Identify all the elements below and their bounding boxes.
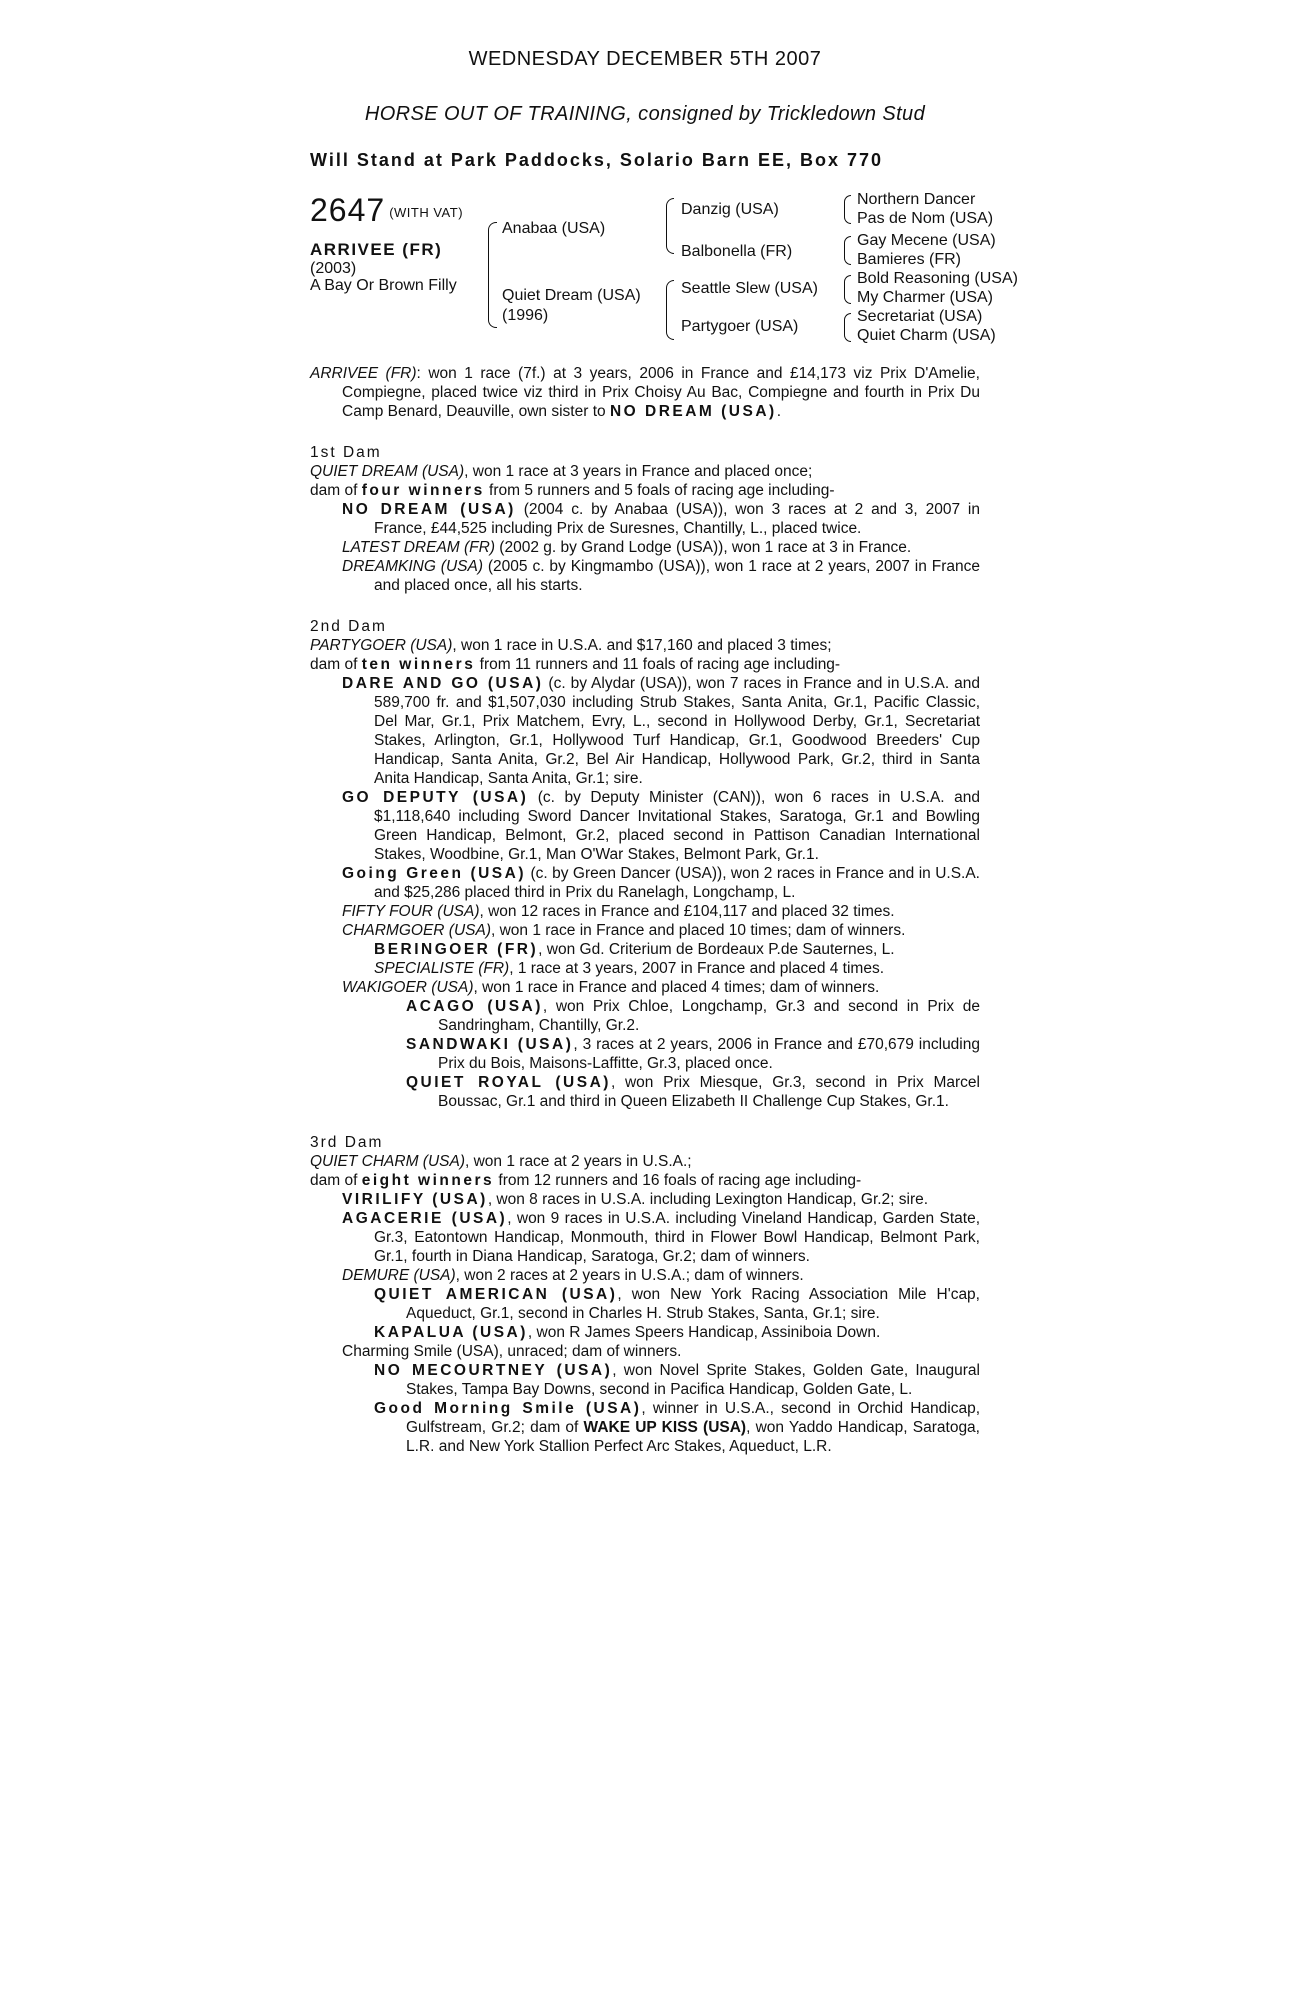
dam1-progeny-2: [310, 538, 980, 557]
dam2-p4-text: , won 12 races in France and £104,117 and placed 32 times.: [479, 903, 895, 920]
brace-6: [844, 275, 851, 304]
dam3-heading: 3rd Dam: [310, 1134, 384, 1151]
dam2-p4-name: FIFTY FOUR (USA): [342, 903, 480, 920]
dam2-p1-name: DARE AND GO (USA): [342, 675, 544, 692]
dam2-p6a-name: ACAGO (USA): [406, 998, 543, 1015]
dam2-progeny-2: [310, 788, 980, 864]
dam1-p3-name: DREAMKING (USA): [342, 558, 483, 575]
dam2-p6a-text: , won Prix Chloe, Longchamp, Gr.3 and second in Prix de Sandringham, Chantilly, Gr.2.: [438, 998, 980, 1034]
sale-date: WEDNESDAY DECEMBER 5TH 2007: [468, 48, 822, 70]
dam2-progeny-5: [310, 921, 980, 940]
dam2-p6-text: , won 1 race in France and placed 4 times; dam of winners.: [473, 979, 880, 996]
dam1-line1: [310, 462, 980, 481]
dam2-p5a-name: BERINGOER (FR): [374, 941, 539, 958]
pedigree-dam-sire: Seattle Slew (USA): [681, 280, 818, 297]
dam2-progeny-4: [310, 902, 980, 921]
pedigree-sds: Gay Mecene (USA): [857, 232, 996, 249]
dam3-p3a-name: QUIET AMERICAN (USA): [374, 1286, 618, 1303]
pedigree-dam-year: (1996): [502, 307, 549, 324]
dam3-p2-name: AGACERIE (USA): [342, 1210, 508, 1227]
dam3-line2a: dam of: [310, 1172, 362, 1189]
dam1-progeny-1: [310, 500, 980, 538]
dam2-progeny-6: [310, 978, 980, 997]
dam1-line2a: dam of: [310, 482, 362, 499]
dam2-heading: 2nd Dam: [310, 618, 387, 635]
horse-description: A Bay Or Brown Filly: [310, 277, 457, 294]
dam2-p5-name: CHARMGOER (USA): [342, 922, 491, 939]
pedigree-dsd: My Charmer (USA): [857, 289, 994, 306]
brace-3: [666, 280, 674, 340]
dam3-p1-text: , won 8 races in U.S.A. including Lexington Handicap, Gr.2; sire.: [487, 1191, 929, 1208]
dam2-p5b-name: SPECIALISTE (FR): [374, 960, 510, 977]
pedigree-ddd: Quiet Charm (USA): [857, 327, 996, 344]
pedigree-sdd: Bamieres (FR): [857, 251, 962, 268]
dam3-progeny-3b: [310, 1323, 980, 1342]
dam3-p4a-text: , won Novel Sprite Stakes, Golden Gate, Inaugural Stakes, Tampa Bay Downs, second in Pacifica Handicap, Golden Gate, L.: [406, 1362, 980, 1398]
pedigree-sire-dam: Balbonella (FR): [681, 243, 793, 260]
dam3-progeny-4: Charming Smile (USA), unraced; dam of winners.: [342, 1343, 682, 1360]
dam3-p3a-text: , won New York Racing Association Mile H'cap, Aqueduct, Gr.1, second in Charles H. Strub Stakes, Santa, Gr.1; sire.: [406, 1286, 980, 1322]
dam3-p3b-text: , won R James Speers Handicap, Assiniboia Down.: [527, 1324, 881, 1341]
brace-2: [666, 198, 674, 254]
dam2-progeny-1: [310, 674, 980, 788]
dam2-p6-name: WAKIGOER (USA): [342, 979, 474, 996]
intro-text: : won 1 race (7f.) at 3 years, 2006 in France and £14,173 viz Prix D'Amelie, Compiegne, placed twice viz third in Prix Choisy Au Bac, Compiegne and fourth in Prix Du Camp Benard, Deauville, own sister to: [342, 365, 980, 420]
dam3-progeny-1: [310, 1190, 980, 1209]
brace-7: [844, 313, 851, 342]
dam1-p2-text: (2002 g. by Grand Lodge (USA)), won 1 race at 3 in France.: [495, 539, 912, 556]
dam2-line2: [310, 655, 980, 674]
dam3-p1-name: VIRILIFY (USA): [342, 1191, 488, 1208]
dam3-line1-text: , won 1 race at 2 years in U.S.A.;: [465, 1153, 692, 1170]
dam3-progeny-3: [310, 1266, 980, 1285]
dam1-line2c: from 5 runners and 5 foals of racing age including-: [484, 482, 835, 499]
dam3-progeny-4b: [310, 1399, 980, 1456]
intro-paragraph: [310, 364, 980, 421]
pedigree-sss: Northern Dancer: [857, 191, 976, 208]
brace-5: [844, 236, 851, 265]
brace-1: [488, 222, 497, 328]
dam3-line2: [310, 1171, 980, 1190]
dam3-line1: [310, 1152, 980, 1171]
dam3-line2b: eight winners: [361, 1172, 495, 1189]
dam3-p4b-name: Good Morning Smile (USA): [374, 1400, 642, 1417]
dam2-p6b-name: SANDWAKI (USA): [406, 1036, 574, 1053]
dam3-p3b-name: KAPALUA (USA): [374, 1324, 528, 1341]
horse-year: (2003): [310, 260, 357, 277]
dam2-progeny-6a: [310, 997, 980, 1035]
dam2-progeny-5a: [310, 940, 980, 959]
lot-number: [310, 192, 463, 229]
dam2-progeny-6b: [310, 1035, 980, 1073]
dam1-p1-name: NO DREAM (USA): [342, 501, 516, 518]
dam3-line2c: from 12 runners and 16 foals of racing age including-: [494, 1172, 862, 1189]
dam2-p5-text: , won 1 race in France and placed 10 times; dam of winners.: [490, 922, 906, 939]
dam2-p6c-name: QUIET ROYAL (USA): [406, 1074, 611, 1091]
dam1-p3-text: (2005 c. by Kingmambo (USA)), won 1 race at 2 years, 2007 in France and placed once, all his starts.: [374, 558, 980, 594]
dam2-p3-name: Going Green (USA): [342, 865, 526, 882]
dam3-p4b-text: , winner in U.S.A., second in Orchid Handicap, Gulfstream, Gr.2; dam of: [406, 1400, 981, 1436]
catalogue-text: [310, 364, 980, 1456]
dam3-p3-text: , won 2 races at 2 years in U.S.A.; dam of winners.: [455, 1267, 804, 1284]
consignment-line: HORSE OUT OF TRAINING, consigned by Trickledown Stud: [364, 103, 926, 125]
dam2-p5a-text: , won Gd. Criterium de Bordeaux P.de Sauternes, L.: [538, 941, 895, 958]
dam2-line2c: from 11 runners and 11 foals of racing age including-: [475, 656, 841, 673]
dam2-progeny-3: [310, 864, 980, 902]
pedigree-dam-dam: Partygoer (USA): [681, 318, 799, 335]
dam2-progeny-6c: [310, 1073, 980, 1111]
pedigree-sire: Anabaa (USA): [502, 220, 606, 237]
dam2-line1: [310, 636, 980, 655]
dam3-progeny-2: [310, 1209, 980, 1266]
vat-note: (WITH VAT): [389, 205, 464, 221]
dam1-progeny-3: [310, 557, 980, 595]
dam2-p6b-text: , 3 races at 2 years, 2006 in France and £70,679 including Prix du Bois, Maisons-Laffitte, Gr.3, placed once.: [438, 1036, 980, 1072]
dam1-line2b: four winners: [361, 482, 485, 499]
intro-sister: NO DREAM (USA): [609, 403, 777, 420]
stand-location: Will Stand at Park Paddocks, Solario Barn EE, Box 770: [310, 150, 883, 170]
dam2-line2a: dam of: [310, 656, 362, 673]
dam1-p2-name: LATEST DREAM (FR): [342, 539, 495, 556]
dam2-p1-text: (c. by Alydar (USA)), won 7 races in France and in U.S.A. and 589,700 fr. and $1,507,030 including Strub Stakes, Santa Anita, Gr.1, Pacific Classic, Del Mar, Gr.1, Prix Matchem, Evry, L., second in Hollywood Derby, Gr.1, Secretariat Stakes, Arlington, Gr.1, Hollywood Turf Handicap, Gr.1, Goodwood Breeders' Cup Handicap, Santa Anita, Gr.2, Bel Air Handicap, Hollywood Park, Gr.2, third in Santa Anita Handicap, Santa Anita, Gr.1; sire.: [374, 675, 980, 787]
horse-name: ARRIVEE (FR): [310, 240, 443, 259]
dam3-p4a-name: NO MECOURTNEY (USA): [374, 1362, 613, 1379]
dam1-line2: [310, 481, 980, 500]
brace-4: [844, 195, 851, 224]
dam2-progeny-5b: [310, 959, 980, 978]
dam2-p3-text: (c. by Green Dancer (USA)), won 2 races in France and in U.S.A. and $25,286 placed third in Prix du Ranelagh, Longchamp, L.: [374, 865, 980, 901]
dam2-line2b: ten winners: [361, 656, 476, 673]
intro-end: .: [776, 403, 781, 420]
pedigree-ssd: Pas de Nom (USA): [857, 210, 994, 227]
dam2-p6c-text: , won Prix Miesque, Gr.3, second in Prix Marcel Boussac, Gr.1 and third in Queen Elizabeth II Challenge Cup Stakes, Gr.1.: [438, 1074, 980, 1110]
dam1-name: QUIET DREAM (USA): [310, 463, 465, 480]
dam3-p3-name: DEMURE (USA): [342, 1267, 456, 1284]
pedigree-sire-sire: Danzig (USA): [681, 201, 779, 218]
pedigree-dss: Bold Reasoning (USA): [857, 270, 1018, 287]
dam2-line1-text: , won 1 race in U.S.A. and $17,160 and placed 3 times;: [452, 637, 832, 654]
dam3-p4b-name2: WAKE UP KISS (USA): [583, 1419, 747, 1436]
dam2-p2-name: GO DEPUTY (USA): [342, 789, 529, 806]
lot-number-value: 2647: [310, 192, 386, 228]
dam1-heading: 1st Dam: [310, 444, 382, 461]
dam3-progeny-3a: [310, 1285, 980, 1323]
pedigree-dds: Secretariat (USA): [857, 308, 983, 325]
dam2-name: PARTYGOER (USA): [310, 637, 453, 654]
pedigree-dam: Quiet Dream (USA): [502, 287, 641, 304]
intro-name: ARRIVEE (FR): [310, 365, 417, 382]
dam1-line1-text: , won 1 race at 3 years in France and placed once;: [464, 463, 813, 480]
dam3-p4b-text2: , won Yaddo Handicap, Saratoga, L.R. and New York Stallion Perfect Arc Stakes, Aqueduct, L.R.: [406, 1419, 980, 1455]
dam2-p2-text: (c. by Deputy Minister (CAN)), won 6 races in U.S.A. and $1,118,640 including Sword Dancer Invitational Stakes, Saratoga, Gr.1 and Bowling Green Handicap, Belmont, Gr.2, placed second in Pattison Canadian International Stakes, Woodbine, Gr.1, Man O'War Stakes, Belmont Park, Gr.1.: [374, 789, 980, 863]
dam3-p2-text: , won 9 races in U.S.A. including Vineland Handicap, Garden State, Gr.3, Eatontown Handicap, Monmouth, third in Flower Bowl Handicap, Belmont Park, Gr.1, fourth in Diana Handicap, Saratoga, Gr.2; dam of winners.: [374, 1210, 981, 1265]
dam3-name: QUIET CHARM (USA): [310, 1153, 465, 1170]
dam1-p1-text: (2004 c. by Anabaa (USA)), won 3 races at 2 and 3, 2007 in France, £44,525 including Prix de Suresnes, Chantilly, L., placed twice.: [374, 501, 980, 537]
dam2-p5b-text: , 1 race at 3 years, 2007 in France and placed 4 times.: [509, 960, 885, 977]
dam3-progeny-4a: [310, 1361, 980, 1399]
